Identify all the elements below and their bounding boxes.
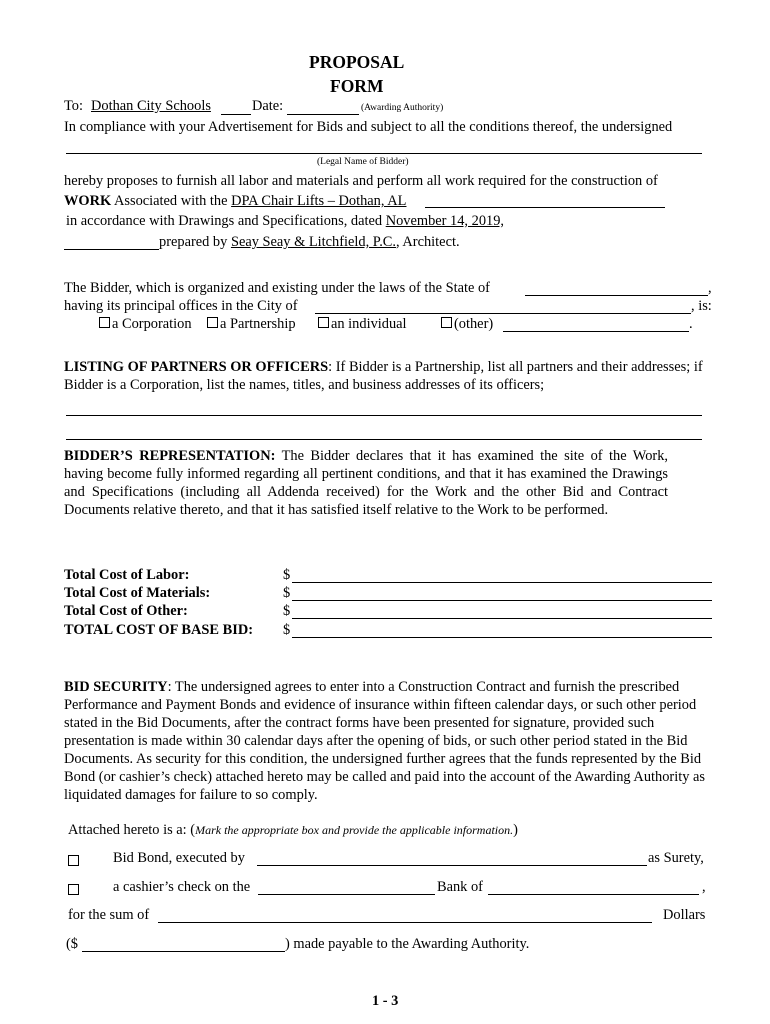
other-checkbox[interactable] [441, 317, 452, 328]
date-label: Date: [252, 98, 284, 114]
bid-bond-label: Bid Bond, executed by [113, 850, 245, 866]
awarding-authority-value: Dothan City Schools [91, 98, 211, 114]
partners-text: : If Bidder is a Partnership, list all partners and their addresses; if Bidder is a Corporation, list the names, titles, and business addresses of its officers; [64, 359, 703, 393]
partners-paragraph [64, 358, 712, 394]
materials-dollar-sign: $ [283, 585, 291, 601]
state-text: The Bidder, which is organized and existing under the laws of the State of [64, 280, 490, 296]
awarding-authority-note: (Awarding Authority) [361, 103, 444, 113]
prepared-line [159, 234, 460, 251]
amount-field[interactable] [82, 951, 285, 952]
spec-date: November 14, 2019, [385, 213, 505, 229]
cashier-check-field[interactable] [258, 894, 435, 895]
bank-comma: , [702, 879, 706, 895]
form-title-line-2: FORM [330, 76, 384, 96]
to-label: To: [64, 98, 83, 114]
work-label: WORK [64, 193, 112, 209]
representation-paragraph [64, 447, 668, 519]
state-field[interactable] [525, 295, 708, 296]
base-bid-label: TOTAL COST OF BASE BID: [64, 622, 254, 638]
prepared-text: prepared by [159, 234, 228, 250]
legal-name-field[interactable] [66, 153, 702, 154]
labor-cost-label: Total Cost of Labor: [64, 567, 190, 583]
dollars-text: Dollars [663, 907, 706, 923]
amount-open: ($ [66, 936, 78, 952]
as-surety-text: as Surety, [648, 850, 704, 866]
bid-security-heading: BID SECURITY [64, 679, 168, 695]
partnership-label: a Partnership [220, 316, 296, 332]
attached-intro-close: ) [513, 822, 518, 838]
individual-checkbox[interactable] [318, 317, 329, 328]
partners-field-1[interactable] [66, 415, 702, 416]
city-field[interactable] [315, 313, 691, 314]
individual-label: an individual [331, 316, 407, 332]
state-comma: , [708, 280, 712, 296]
cashier-check-label: a cashier’s check on the [113, 879, 251, 895]
labor-cost-field[interactable] [292, 582, 712, 583]
option-individual[interactable] [318, 316, 407, 333]
attached-line [68, 822, 518, 839]
labor-dollar-sign: $ [283, 567, 291, 583]
is-text: , is: [691, 298, 712, 314]
sum-words-field[interactable] [158, 922, 652, 923]
other-field[interactable] [503, 331, 689, 332]
page-number: 1 - 3 [372, 993, 399, 1009]
compliance-text: In compliance with your Advertisement for Bids and subject to all the conditions thereof, the undersigned [64, 119, 673, 135]
other-label: (other) [454, 316, 494, 332]
project-underline [425, 207, 665, 208]
representation-heading: BIDDER’S REPRESENTATION: [64, 448, 276, 464]
other-cost-field[interactable] [292, 618, 712, 619]
bid-bond-surety-field[interactable] [257, 865, 647, 866]
attached-instruction: Mark the appropriate box and provide the applicable information. [195, 823, 514, 837]
other-cost-label: Total Cost of Other: [64, 603, 188, 619]
corporation-checkbox[interactable] [99, 317, 110, 328]
city-text: having its principal offices in the City of [64, 298, 298, 314]
base-bid-field[interactable] [292, 637, 712, 638]
representation-text: The Bidder declares that it has examined the site of the Work, having become fully informed regarding all pertinent conditions, and that it has examined the Drawings and Specifications (including all Addenda received) for the Work and the other Bid and Contract Documents relative thereto, and that it has satisfied itself relative to the Work to be performed. [64, 448, 668, 518]
proposal-line-1: hereby proposes to furnish all labor and materials and perform all work required for the construction of [64, 173, 658, 189]
architect-firm: Seay Seay & Litchfield, P.C. [230, 234, 397, 250]
partners-field-2[interactable] [66, 439, 702, 440]
partnership-checkbox[interactable] [207, 317, 218, 328]
base-bid-dollar-sign: $ [283, 622, 291, 638]
cashier-check-checkbox[interactable] [68, 884, 79, 895]
to-underline [221, 114, 251, 115]
bank-of-text: Bank of [437, 879, 483, 895]
materials-cost-label: Total Cost of Materials: [64, 585, 211, 601]
option-other[interactable] [441, 316, 493, 333]
accordance-text: in accordance with Drawings and Specifications, dated [66, 213, 383, 229]
materials-cost-field[interactable] [292, 600, 712, 601]
architect-suffix: , Architect. [396, 234, 460, 250]
work-line [64, 193, 406, 210]
bid-bond-checkbox[interactable] [68, 855, 79, 866]
payable-text: ) made payable to the Awarding Authority. [285, 936, 530, 952]
other-dollar-sign: $ [283, 603, 291, 619]
prepared-underline [64, 249, 159, 250]
bid-security-text: : The undersigned agrees to enter into a Construction Contract and furnish the prescribed Performance and Payment Bonds and evidence of insurance within fifteen calendar days, or such other period stated in the Bid Documents, after the contract forms have been presented for signature, provided such presentation is made within 30 calendar days after the opening of bids, or such other period stated in the Bid Documents. As security for this condition, the undersigned further agrees that the funds represented by the Bid Bond (or cashier’s check) attached hereto may be called and paid into the account of the Awarding Authority as liquidated damages for failure to so comply. [64, 679, 705, 803]
associated-text: Associated with the [113, 193, 228, 209]
bank-name-field[interactable] [488, 894, 699, 895]
partners-heading: LISTING OF PARTNERS OR OFFICERS [64, 359, 329, 375]
option-corporation[interactable] [99, 316, 192, 333]
date-field[interactable] [287, 114, 359, 115]
accordance-line [66, 213, 504, 230]
project-name: DPA Chair Lifts – Dothan, AL [231, 193, 407, 209]
bid-security-paragraph [64, 678, 714, 804]
form-title-line-1: PROPOSAL [309, 52, 405, 72]
option-partnership[interactable] [207, 316, 296, 333]
other-period: . [689, 316, 693, 332]
sum-label: for the sum of [68, 907, 150, 923]
corporation-label: a Corporation [112, 316, 192, 332]
attached-intro: Attached hereto is a: ( [68, 822, 196, 838]
legal-name-note: (Legal Name of Bidder) [317, 157, 409, 167]
